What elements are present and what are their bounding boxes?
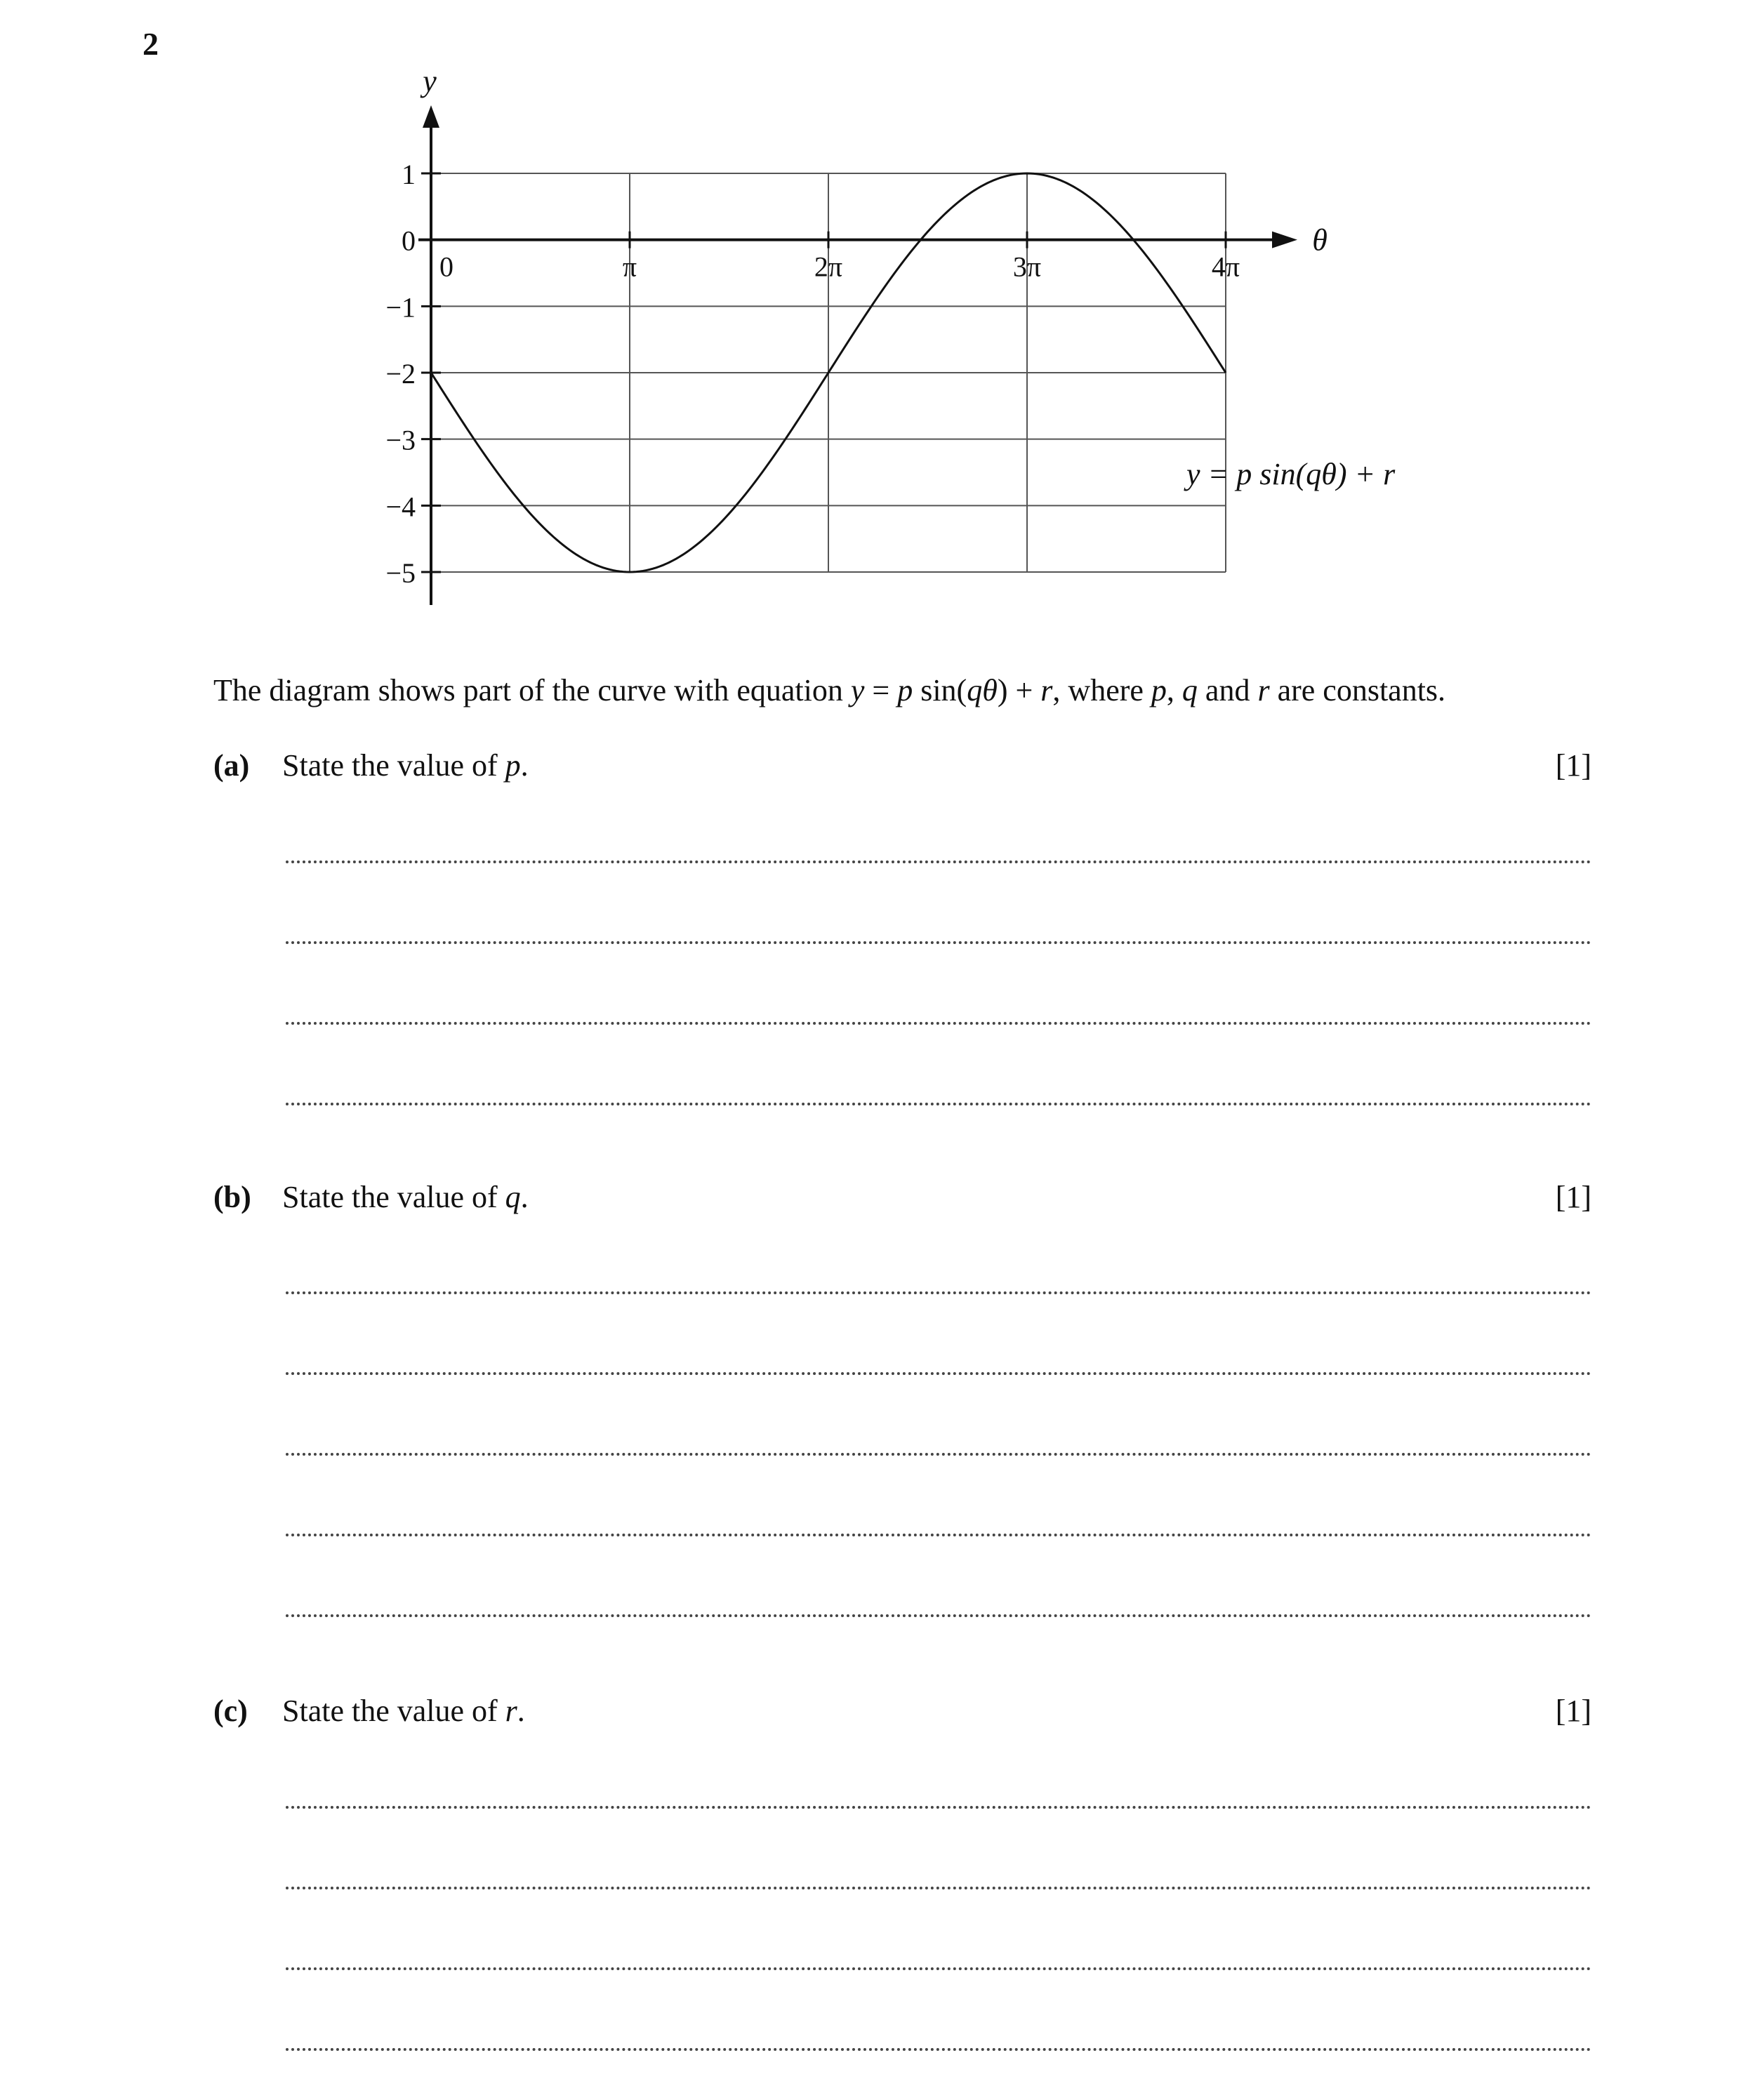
- answer-line[interactable]: [286, 1022, 1591, 1025]
- y-tick-label: 0: [402, 225, 416, 257]
- y-tick-label: −3: [385, 424, 416, 456]
- y-tick-label: −4: [385, 491, 416, 523]
- x-axis-arrow: [1272, 232, 1297, 248]
- answer-line[interactable]: [286, 1453, 1591, 1456]
- answer-line[interactable]: [286, 1967, 1591, 1970]
- answer-line[interactable]: [286, 2048, 1591, 2051]
- y-tick-label: −1: [385, 291, 416, 324]
- part-b-label: (b): [213, 1180, 251, 1214]
- x-tick-label: 3π: [1012, 251, 1042, 283]
- answer-line[interactable]: [286, 860, 1591, 863]
- question-intro: The diagram shows part of the curve with equation y = p sin(qθ) + r, where p, q and r are constants.: [213, 673, 1446, 707]
- x-tick-label: 0: [439, 251, 454, 283]
- sine-curve-graph: [0, 0, 1741, 618]
- y-tick-label: −5: [385, 557, 416, 589]
- part-c-marks: [1]: [1555, 1694, 1591, 1728]
- y-axis-label: y: [423, 64, 437, 98]
- x-tick-label: 4π: [1211, 251, 1240, 283]
- answer-line[interactable]: [286, 1103, 1591, 1105]
- answer-line[interactable]: [286, 1806, 1591, 1809]
- page-number: 2: [143, 26, 159, 62]
- part-c-label: (c): [213, 1694, 248, 1728]
- y-tick-label: 1: [402, 159, 416, 190]
- x-tick-label: 2π: [814, 251, 843, 283]
- answer-line[interactable]: [286, 1534, 1591, 1536]
- answer-line[interactable]: [286, 1291, 1591, 1294]
- part-b-marks: [1]: [1555, 1180, 1591, 1214]
- part-a-marks: [1]: [1555, 748, 1591, 783]
- y-tick-label: −2: [385, 358, 416, 390]
- part-a-question: State the value of p.: [282, 748, 529, 783]
- answer-line[interactable]: [286, 1887, 1591, 1889]
- part-b-question: State the value of q.: [282, 1180, 529, 1214]
- curve-equation-label: y = p sin(qθ) + r: [1186, 457, 1396, 491]
- y-axis-arrow: [423, 105, 439, 128]
- x-tick-label: π: [622, 251, 637, 283]
- answer-line[interactable]: [286, 1614, 1591, 1617]
- part-a-label: (a): [213, 748, 250, 783]
- answer-line[interactable]: [286, 941, 1591, 944]
- x-axis-label: θ: [1312, 222, 1328, 258]
- part-c-question: State the value of r.: [282, 1694, 525, 1728]
- answer-line[interactable]: [286, 1372, 1591, 1375]
